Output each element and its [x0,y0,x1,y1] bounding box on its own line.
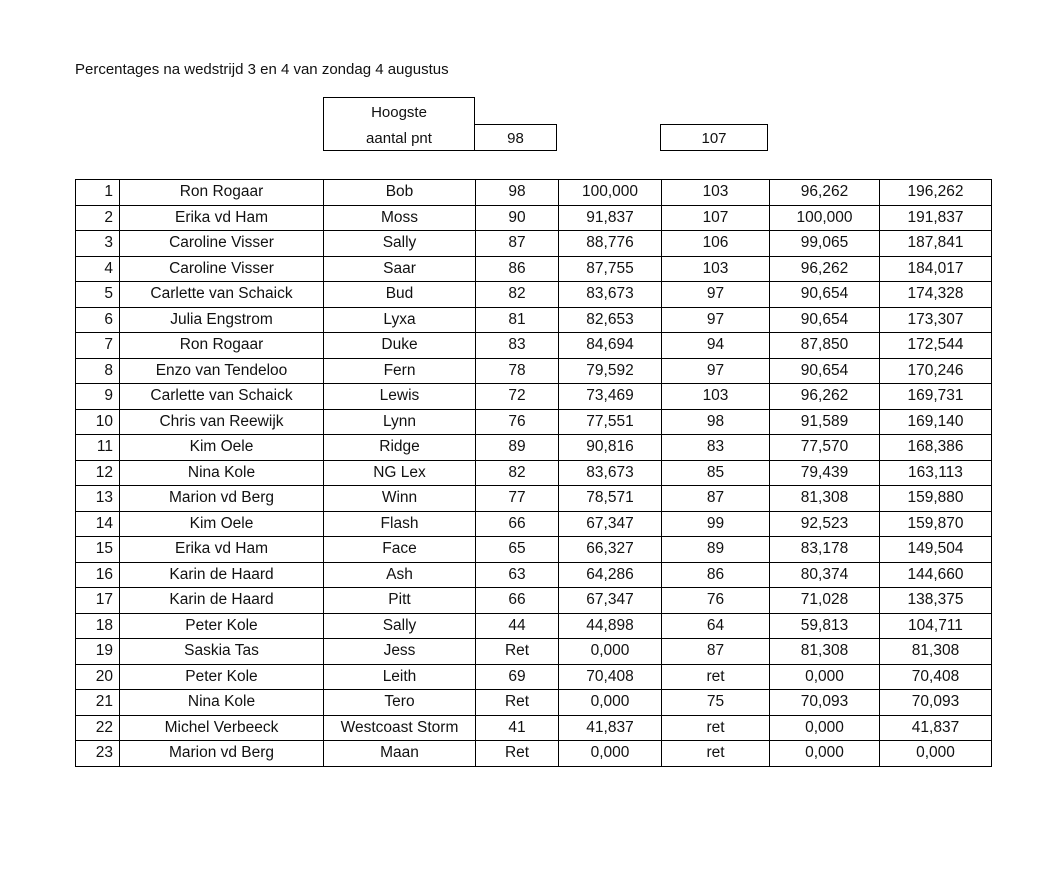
percent-run2-cell: 90,654 [770,307,880,333]
dog-cell: Flash [324,511,476,537]
points-run2-cell: 103 [662,180,770,206]
rank-cell: 6 [76,307,120,333]
percent-run1-cell: 79,592 [559,358,662,384]
percent-run2-cell: 59,813 [770,613,880,639]
points-run2-cell: 76 [662,588,770,614]
points-run2-cell: 89 [662,537,770,563]
handler-cell: Kim Oele [120,435,324,461]
rank-cell: 9 [76,384,120,410]
rank-cell: 13 [76,486,120,512]
rank-cell: 23 [76,741,120,767]
points-run1-cell: 89 [476,435,559,461]
highest-points-label-line1: Hoogste [371,104,427,121]
dog-cell: Sally [324,613,476,639]
percent-run1-cell: 0,000 [559,690,662,716]
dog-cell: Jess [324,639,476,665]
handler-cell: Peter Kole [120,664,324,690]
dog-cell: Face [324,537,476,563]
points-run1-cell: 72 [476,384,559,410]
points-run2-cell: 75 [662,690,770,716]
dog-cell: Westcoast Storm [324,715,476,741]
table-row [76,384,992,410]
table-row [76,282,992,308]
dog-cell: Lewis [324,384,476,410]
total-cell: 159,870 [880,511,992,537]
points-run2-cell: 99 [662,511,770,537]
percent-run2-cell: 99,065 [770,231,880,257]
handler-cell: Michel Verbeeck [120,715,324,741]
rank-cell: 21 [76,690,120,716]
total-cell: 187,841 [880,231,992,257]
handler-cell: Ron Rogaar [120,180,324,206]
points-run2-cell: 94 [662,333,770,359]
rank-cell: 1 [76,180,120,206]
percent-run1-cell: 78,571 [559,486,662,512]
dog-cell: Moss [324,205,476,231]
points-run1-cell: 87 [476,231,559,257]
points-run2-cell: 106 [662,231,770,257]
handler-cell: Peter Kole [120,613,324,639]
table-row [76,409,992,435]
points-run1-cell: Ret [476,741,559,767]
points-run1-cell: 98 [476,180,559,206]
handler-cell: Erika vd Ham [120,537,324,563]
points-run2-cell: 64 [662,613,770,639]
dog-cell: Sally [324,231,476,257]
table-row [76,358,992,384]
rank-cell: 4 [76,256,120,282]
points-run1-cell: 65 [476,537,559,563]
rank-cell: 22 [76,715,120,741]
dog-cell: Pitt [324,588,476,614]
handler-cell: Julia Engstrom [120,307,324,333]
percent-run1-cell: 91,837 [559,205,662,231]
handler-cell: Nina Kole [120,460,324,486]
dog-cell: Fern [324,358,476,384]
handler-cell: Caroline Visser [120,256,324,282]
total-cell: 0,000 [880,741,992,767]
percent-run2-cell: 71,028 [770,588,880,614]
table-row [76,333,992,359]
percent-run1-cell: 64,286 [559,562,662,588]
dog-cell: Bob [324,180,476,206]
handler-cell: Carlette van Schaick [120,282,324,308]
percent-run2-cell: 81,308 [770,639,880,665]
total-cell: 169,140 [880,409,992,435]
percent-run1-cell: 83,673 [559,460,662,486]
percent-run1-cell: 67,347 [559,588,662,614]
points-run1-cell: 78 [476,358,559,384]
total-cell: 191,837 [880,205,992,231]
handler-cell: Karin de Haard [120,588,324,614]
dog-cell: Duke [324,333,476,359]
dog-cell: Tero [324,690,476,716]
handler-cell: Nina Kole [120,690,324,716]
percent-run1-cell: 70,408 [559,664,662,690]
handler-cell: Marion vd Berg [120,741,324,767]
total-cell: 170,246 [880,358,992,384]
points-run2-cell: 83 [662,435,770,461]
points-run1-cell: 76 [476,409,559,435]
table-row [76,537,992,563]
rank-cell: 19 [76,639,120,665]
highest-points-run1: 98 [474,124,557,151]
dog-cell: Saar [324,256,476,282]
total-cell: 144,660 [880,562,992,588]
percent-run2-cell: 70,093 [770,690,880,716]
rank-cell: 17 [76,588,120,614]
points-run1-cell: 83 [476,333,559,359]
points-run2-cell: 107 [662,205,770,231]
total-cell: 174,328 [880,282,992,308]
points-run1-cell: Ret [476,639,559,665]
rank-cell: 10 [76,409,120,435]
points-run2-cell: 87 [662,486,770,512]
points-run2-cell: ret [662,715,770,741]
handler-cell: Karin de Haard [120,562,324,588]
rank-cell: 15 [76,537,120,563]
points-run2-cell: 85 [662,460,770,486]
points-run1-cell: 90 [476,205,559,231]
results-table [75,179,992,767]
percent-run2-cell: 90,654 [770,282,880,308]
table-row [76,588,992,614]
rank-cell: 3 [76,231,120,257]
points-run2-cell: 97 [662,282,770,308]
rank-cell: 18 [76,613,120,639]
handler-cell: Kim Oele [120,511,324,537]
total-cell: 41,837 [880,715,992,741]
percent-run2-cell: 0,000 [770,664,880,690]
handler-cell: Carlette van Schaick [120,384,324,410]
percent-run1-cell: 0,000 [559,639,662,665]
percent-run1-cell: 73,469 [559,384,662,410]
handler-cell: Erika vd Ham [120,205,324,231]
percent-run2-cell: 91,589 [770,409,880,435]
dog-cell: Ridge [324,435,476,461]
percent-run2-cell: 96,262 [770,256,880,282]
percent-run2-cell: 79,439 [770,460,880,486]
total-cell: 159,880 [880,486,992,512]
table-row [76,231,992,257]
percent-run2-cell: 96,262 [770,180,880,206]
table-row [76,562,992,588]
percent-run2-cell: 0,000 [770,741,880,767]
rank-cell: 12 [76,460,120,486]
points-run2-cell: 97 [662,358,770,384]
percent-run1-cell: 88,776 [559,231,662,257]
percent-run2-cell: 100,000 [770,205,880,231]
percent-run2-cell: 90,654 [770,358,880,384]
highest-points-label-box [323,97,475,151]
percent-run1-cell: 41,837 [559,715,662,741]
percent-run2-cell: 0,000 [770,715,880,741]
percent-run1-cell: 66,327 [559,537,662,563]
highest-points-run2: 107 [660,124,768,151]
handler-cell: Marion vd Berg [120,486,324,512]
points-run1-cell: 44 [476,613,559,639]
dog-cell: Bud [324,282,476,308]
rank-cell: 5 [76,282,120,308]
handler-cell: Chris van Reewijk [120,409,324,435]
table-row [76,435,992,461]
points-run2-cell: 98 [662,409,770,435]
total-cell: 196,262 [880,180,992,206]
points-run2-cell: 87 [662,639,770,665]
points-run2-cell: ret [662,741,770,767]
table-row [76,180,992,206]
page-title: Percentages na wedstrijd 3 en 4 van zondag 4 augustus [75,61,449,78]
total-cell: 169,731 [880,384,992,410]
points-run2-cell: 97 [662,307,770,333]
percent-run1-cell: 90,816 [559,435,662,461]
points-run2-cell: 103 [662,384,770,410]
percent-run2-cell: 83,178 [770,537,880,563]
handler-cell: Caroline Visser [120,231,324,257]
dog-cell: Ash [324,562,476,588]
points-run1-cell: 66 [476,588,559,614]
total-cell: 184,017 [880,256,992,282]
dog-cell: Lynn [324,409,476,435]
percent-run2-cell: 96,262 [770,384,880,410]
percent-run1-cell: 87,755 [559,256,662,282]
rank-cell: 20 [76,664,120,690]
table-row [76,486,992,512]
table-row [76,460,992,486]
total-cell: 70,093 [880,690,992,716]
percent-run2-cell: 81,308 [770,486,880,512]
dog-cell: Lyxa [324,307,476,333]
total-cell: 149,504 [880,537,992,563]
points-run1-cell: 63 [476,562,559,588]
percent-run1-cell: 44,898 [559,613,662,639]
points-run1-cell: 41 [476,715,559,741]
table-row [76,256,992,282]
total-cell: 173,307 [880,307,992,333]
total-cell: 104,711 [880,613,992,639]
percent-run2-cell: 87,850 [770,333,880,359]
table-row [76,690,992,716]
percent-run1-cell: 67,347 [559,511,662,537]
points-run1-cell: 77 [476,486,559,512]
rank-cell: 11 [76,435,120,461]
percent-run1-cell: 83,673 [559,282,662,308]
percent-run1-cell: 82,653 [559,307,662,333]
dog-cell: Winn [324,486,476,512]
table-row [76,613,992,639]
percent-run2-cell: 92,523 [770,511,880,537]
points-run1-cell: 86 [476,256,559,282]
table-row [76,205,992,231]
percent-run2-cell: 80,374 [770,562,880,588]
rank-cell: 8 [76,358,120,384]
points-run1-cell: 82 [476,460,559,486]
total-cell: 168,386 [880,435,992,461]
percent-run1-cell: 100,000 [559,180,662,206]
percent-run2-cell: 77,570 [770,435,880,461]
total-cell: 70,408 [880,664,992,690]
points-run1-cell: 66 [476,511,559,537]
handler-cell: Saskia Tas [120,639,324,665]
rank-cell: 16 [76,562,120,588]
percent-run1-cell: 77,551 [559,409,662,435]
points-run2-cell: 103 [662,256,770,282]
dog-cell: NG Lex [324,460,476,486]
highest-points-label-line2: aantal pnt [366,130,432,147]
dog-cell: Maan [324,741,476,767]
rank-cell: 2 [76,205,120,231]
table-row [76,639,992,665]
handler-cell: Enzo van Tendeloo [120,358,324,384]
handler-cell: Ron Rogaar [120,333,324,359]
dog-cell: Leith [324,664,476,690]
table-row [76,307,992,333]
points-run2-cell: 86 [662,562,770,588]
total-cell: 163,113 [880,460,992,486]
total-cell: 81,308 [880,639,992,665]
rank-cell: 14 [76,511,120,537]
table-row [76,511,992,537]
points-run1-cell: 82 [476,282,559,308]
total-cell: 138,375 [880,588,992,614]
total-cell: 172,544 [880,333,992,359]
points-run1-cell: Ret [476,690,559,716]
percent-run1-cell: 0,000 [559,741,662,767]
points-run2-cell: ret [662,664,770,690]
points-run1-cell: 69 [476,664,559,690]
percent-run1-cell: 84,694 [559,333,662,359]
points-run1-cell: 81 [476,307,559,333]
rank-cell: 7 [76,333,120,359]
table-row [76,715,992,741]
table-row [76,664,992,690]
table-row [76,741,992,767]
